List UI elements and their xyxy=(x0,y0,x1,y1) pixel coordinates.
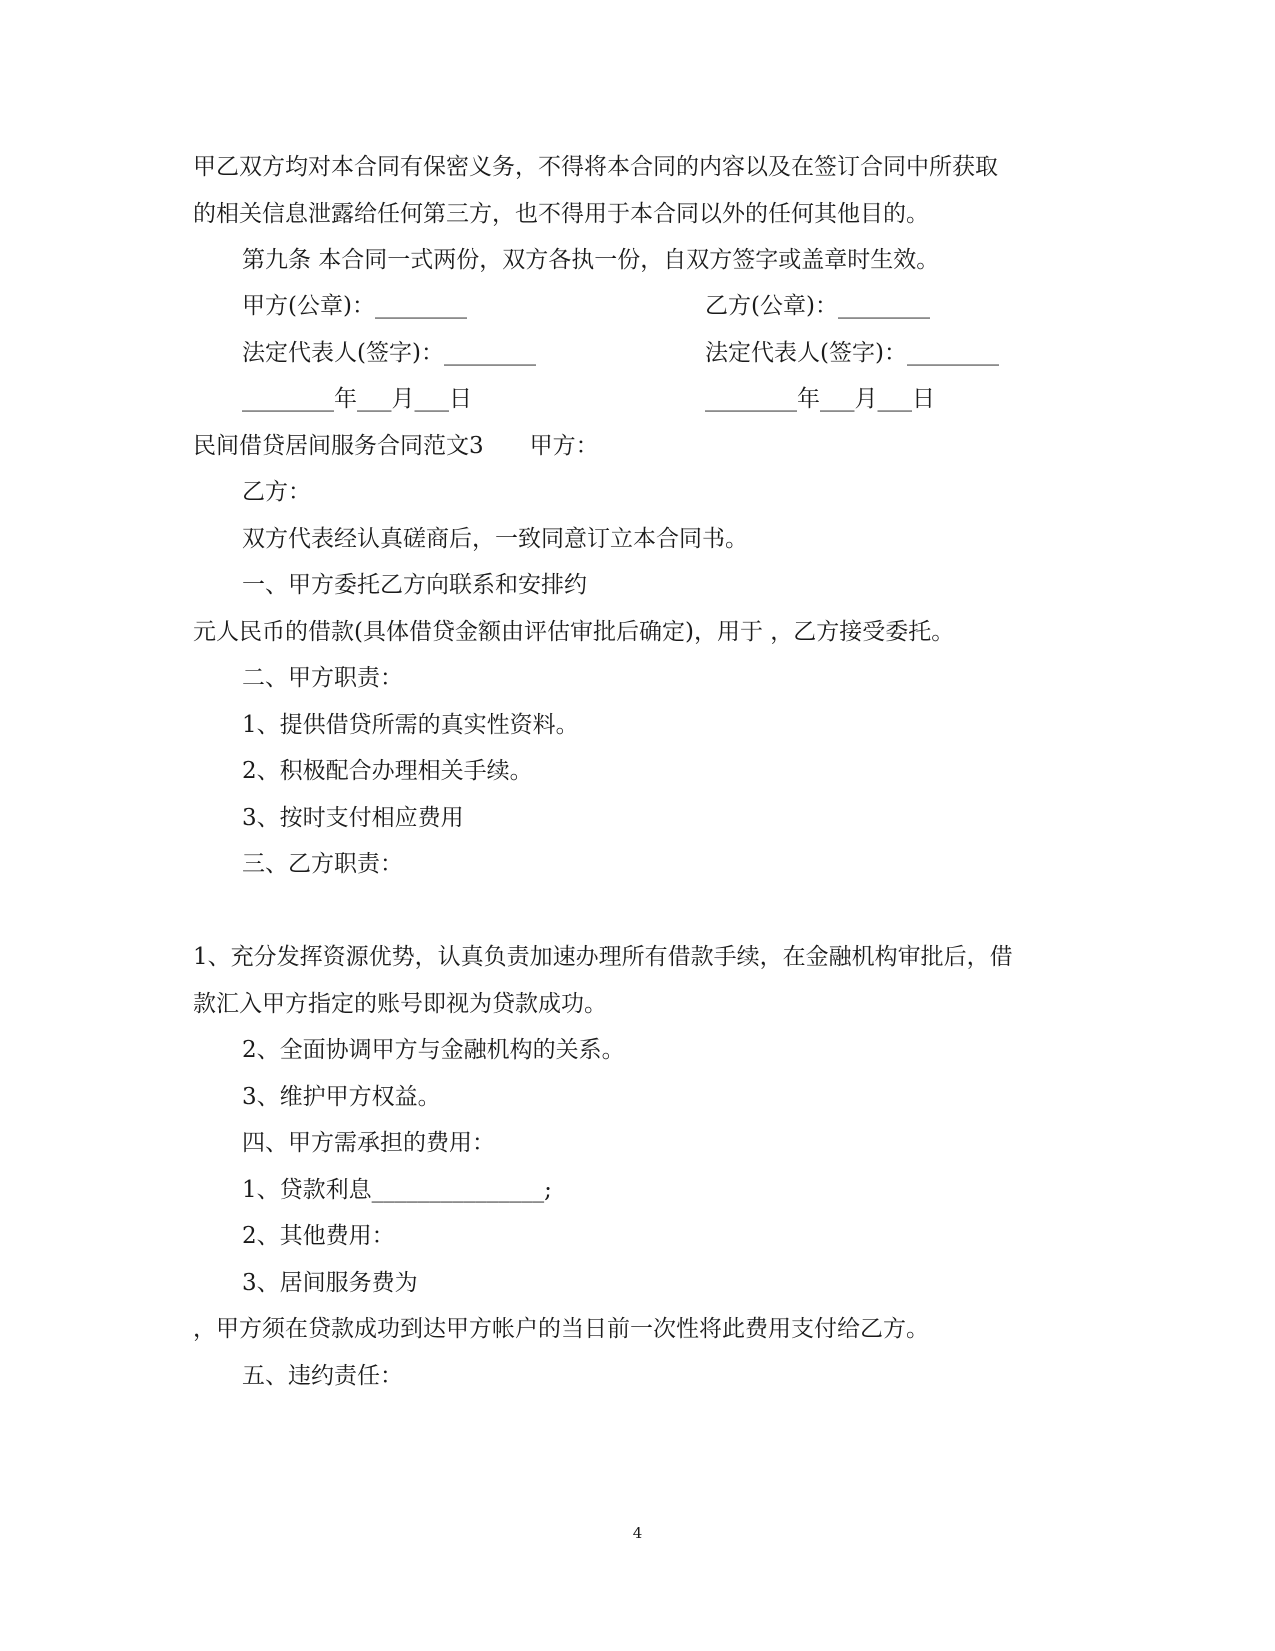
paragraph-line: ，甲方须在贷款成功到达甲方帐户的当日前一次性将此费用支付给乙方。 xyxy=(193,1316,929,1342)
paragraph-line: 一、甲方委托乙方向联系和安排约 xyxy=(242,572,587,598)
party-a-representative: 法定代表人(签字)：________ xyxy=(242,340,536,366)
paragraph-line: 二、甲方职责： xyxy=(242,665,403,691)
list-item: 1、提供借贷所需的真实性资料。 xyxy=(242,712,579,738)
paragraph-line: 双方代表经认真磋商后，一致同意订立本合同书。 xyxy=(242,526,748,552)
list-item: 3、按时支付相应费用 xyxy=(242,805,464,831)
page-number: 4 xyxy=(632,1524,643,1542)
paragraph-line: 1、充分发挥资源优势，认真负责加速办理所有借款手续，在金融机构审批后，借 xyxy=(193,944,1013,970)
paragraph-line: 五、违约责任： xyxy=(242,1363,403,1389)
party-b-seal: 乙方(公章)：________ xyxy=(705,293,930,319)
paragraph-line: 乙方： xyxy=(242,479,311,505)
paragraph-line: 的相关信息泄露给任何第三方，也不得用于本合同以外的任何其他目的。 xyxy=(193,201,929,227)
list-item: 3、维护甲方权益。 xyxy=(242,1084,441,1110)
party-a-date: ________年___月___日 xyxy=(242,386,472,412)
paragraph-line: 元人民币的借款(具体借贷金额由评估审批后确定)，用于 ，乙方接受委托。 xyxy=(193,619,955,645)
section-title: 民间借贷居间服务合同范文3 甲方： xyxy=(193,433,599,459)
party-a-seal: 甲方(公章)：________ xyxy=(242,293,467,319)
paragraph-line: 四、甲方需承担的费用： xyxy=(242,1130,495,1156)
list-item: 2、积极配合办理相关手续。 xyxy=(242,758,533,784)
paragraph-line: 款汇入甲方指定的账号即视为贷款成功。 xyxy=(193,991,607,1017)
party-b-representative: 法定代表人(签字)：________ xyxy=(705,340,999,366)
list-item: 1、贷款利息_______________; xyxy=(242,1177,552,1203)
paragraph-line: 甲乙双方均对本合同有保密义务，不得将本合同的内容以及在签订合同中所获取 xyxy=(193,154,998,180)
list-item: 2、其他费用： xyxy=(242,1223,395,1249)
paragraph-line: 三、乙方职责： xyxy=(242,851,403,877)
clause-nine: 第九条 本合同一式两份，双方各执一份，自双方签字或盖章时生效。 xyxy=(242,247,940,273)
list-item: 2、全面协调甲方与金融机构的关系。 xyxy=(242,1037,625,1063)
party-b-date: ________年___月___日 xyxy=(705,386,935,412)
list-item: 3、居间服务费为 xyxy=(242,1270,418,1296)
